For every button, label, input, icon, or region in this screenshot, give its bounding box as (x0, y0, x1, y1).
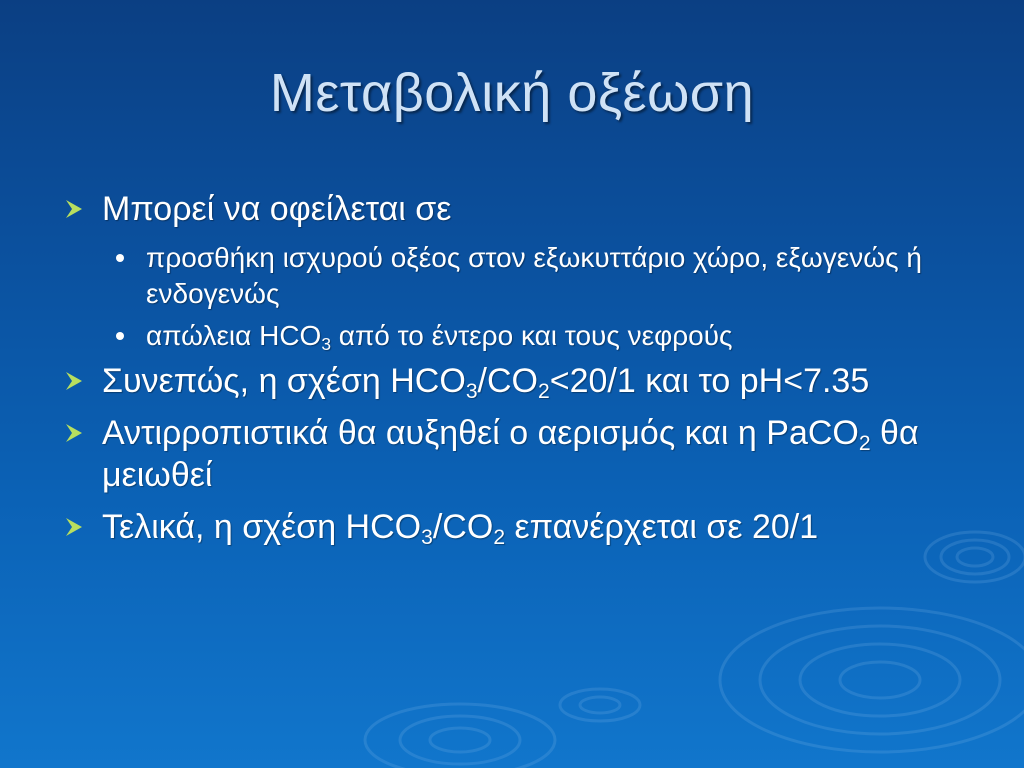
sub-bullet-2-subscript: 3 (321, 333, 331, 354)
bullet-3-subscript: 2 (858, 431, 871, 455)
bullet-1 (62, 188, 962, 230)
bullet-4-text-c: επανέρχεται σε 20/1 (505, 508, 819, 546)
bullet-3 (62, 412, 962, 496)
bullet-4 (62, 506, 962, 548)
bullet-1-text: Μπορεί να οφείλεται σε (102, 190, 452, 228)
bullet-2-text-b: /CO (477, 362, 538, 400)
arrow-bullet-icon (62, 197, 86, 221)
arrow-bullet-icon (62, 515, 86, 539)
arrow-bullet-icon (62, 369, 86, 393)
bullet-3-text-b: θα μειωθεί (102, 414, 919, 494)
dot-bullet-icon (116, 332, 124, 340)
bullet-2-text-c: <20/1 και το pH<7.35 (549, 362, 870, 400)
dot-bullet-icon (116, 254, 124, 262)
bullet-2 (62, 360, 962, 402)
slide-title: Μεταβολική οξέωση (269, 63, 755, 123)
bullet-4-text-a: Τελικά, η σχέση HCO (102, 508, 422, 546)
sub-bullet-2-text-b: από το έντερο και τους νεφρούς (330, 320, 733, 351)
bullet-4-subscript-a: 3 (421, 525, 433, 549)
bullet-2-subscript-a: 3 (465, 379, 478, 403)
sub-bullet-2-text-a: απώλεια HCO (146, 320, 322, 351)
bullet-2-subscript-b: 2 (538, 379, 550, 403)
bullet-3-text-a: Αντιρροπιστικά θα αυξηθεί ο αερισμός και η PaCO (102, 414, 859, 452)
bullet-4-text-b: /CO (432, 508, 494, 546)
sub-bullet-1-text: προσθήκη ισχυρού οξέος στον εξωκυττάριο χώρο, εξωγενώς ή ενδογενώς (146, 242, 922, 309)
bullet-4-subscript-b: 2 (493, 525, 506, 549)
slide-body (62, 188, 962, 558)
arrow-bullet-icon (62, 421, 86, 445)
bullet-2-text-a: Συνεπώς, η σχέση HCO (102, 362, 466, 400)
sub-bullet-2 (110, 318, 962, 354)
sub-bullet-1 (110, 240, 962, 312)
